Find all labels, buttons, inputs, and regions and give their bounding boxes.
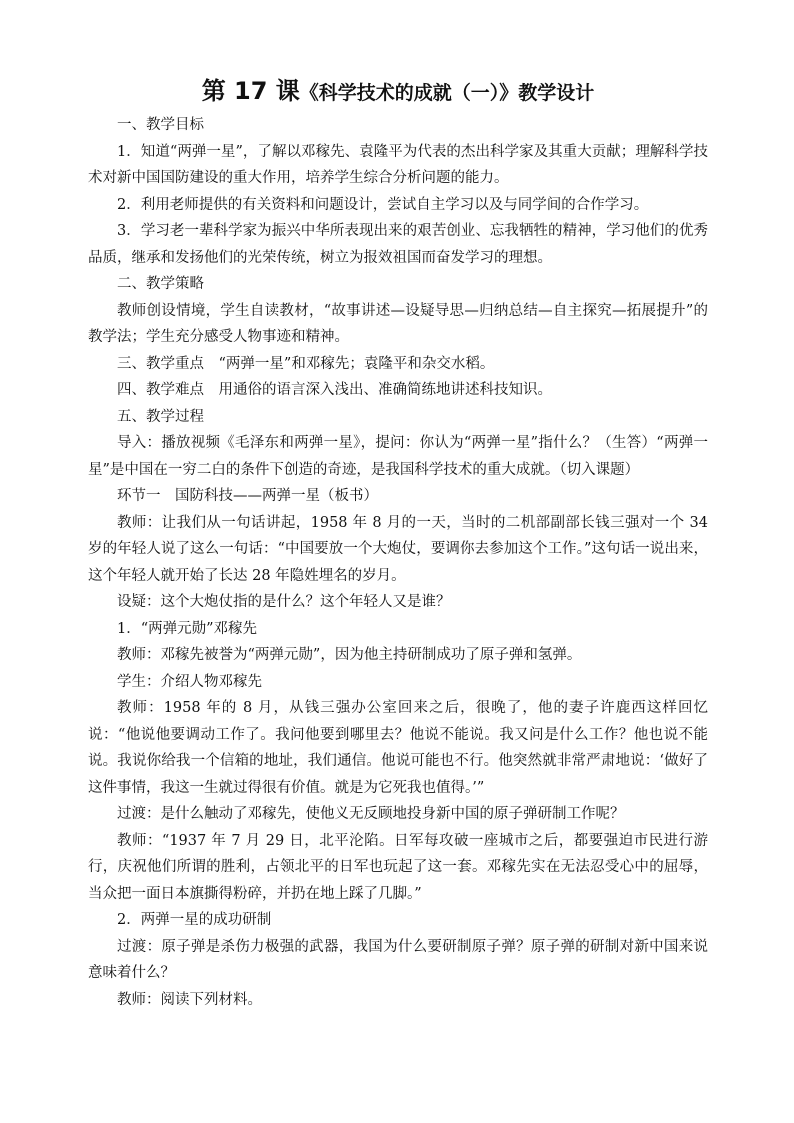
teacher-recollection: 教师：1958 年的 8 月，从钱三强办公室回来之后，很晚了，他的妻子许鹿西这样回忆说：“他说他要调动工作了。我问他要到哪里去？他说不能说。我又问是什么工作？他也说不能说。我说你给我一个信箱的地址，我们通信。他说可能也不行。他突然就非常严肃地说：‘做好了这件事情，我这一生就过得很有价值。就是为它死我也值得。’” [88, 700, 708, 796]
objective-1: 1．知道“两弹一星”，了解以邓稼先、袁隆平为代表的杰出科学家及其重大贡献；理解科学技术对新中国国防建设的重大作用，培养学生综合分析问题的能力。 [88, 143, 708, 186]
objective-2: 2．利用老师提供的有关资料和问题设计，尝试自主学习以及与同学间的合作学习。 [117, 196, 649, 213]
teacher-history: 教师：“1937 年 7 月 29 日，北平沦陷。日军每攻破一座城市之后，都要强迫市民进行游行，庆祝他们所谓的胜利，占领北平的日军也玩起了这一套。邓稼先实在无法忍受心中的屈辱，当众把一面日本旗撕得粉碎，并扔在地上踩了几脚。” [88, 832, 708, 902]
heading-objectives: 一、教学目标 [117, 117, 204, 133]
question-prompt: 设疑：这个大炮仗指的是什么？这个年轻人又是谁？ [117, 594, 451, 610]
document-title [88, 74, 708, 108]
difficult-points: 四、教学难点 用通俗的语言深入浅出、准确简练地讲述科技知识。 [117, 382, 552, 398]
teacher-reading: 教师：阅读下列材料。 [117, 991, 262, 1008]
key-points: 三、教学重点 “两弹一星”和邓稼先；袁隆平和杂交水稻。 [117, 355, 495, 372]
teacher-story: 教师：让我们从一句话讲起，1958 年 8 月的一天，当时的二机部副部长钱三强对一个 34 岁的年轻人说了这么一句话：“中国要放一个大炮仗，要调你去参加这个工作。”这句话一说出来，这个年轻人就开始了长达 28 年隐姓埋名的岁月。 [88, 514, 708, 584]
heading-process: 五、教学过程 [117, 408, 204, 425]
lesson-number: 第 17 课 [201, 77, 300, 105]
transition-2: 过渡：原子弹是杀伤力极强的武器，我国为什么要研制原子弹？原子弹的研制对新中国来说意味着什么？ [88, 938, 708, 981]
transition-1: 过渡：是什么触动了邓稼先，使他义无反顾地投身新中国的原子弹研制工作呢？ [117, 806, 625, 822]
document-page [88, 74, 708, 1013]
objective-3: 3．学习老一辈科学家为振兴中华所表现出来的艰苦创业、忘我牺牲的精神，学习他们的优秀品质，继承和发扬他们的光荣传统，树立为报效祖国而奋发学习的理想。 [88, 223, 708, 266]
heading-strategy: 二、教学策略 [117, 276, 204, 292]
introduction: 导入：播放视频《毛泽东和两弹一星》，提问：你认为“两弹一星”指什么？（生答）“两弹一星”是中国在一穷二白的条件下创造的奇迹，是我国科学技术的重大成就。（切入课题） [88, 435, 708, 478]
subheading-success: 2．两弹一星的成功研制 [117, 912, 272, 928]
student-intro: 学生：介绍人物邓稼先 [117, 673, 262, 690]
section-one-heading: 环节一 国防科技——两弹一星（板书） [117, 488, 378, 504]
subheading-deng: 1．“两弹元勋”邓稼先 [117, 620, 258, 637]
lesson-title: 《科学技术的成就（一）》教学设计 [299, 82, 595, 104]
strategy-text: 教师创设情境，学生自读教材，“故事讲述—设疑导思—归纳总结—自主探究—拓展提升”的教学法；学生充分感受人物事迹和精神。 [88, 302, 708, 345]
teacher-deng: 教师：邓稼先被誉为“两弹元勋”，因为他主持研制成功了原子弹和氢弹。 [117, 647, 582, 663]
